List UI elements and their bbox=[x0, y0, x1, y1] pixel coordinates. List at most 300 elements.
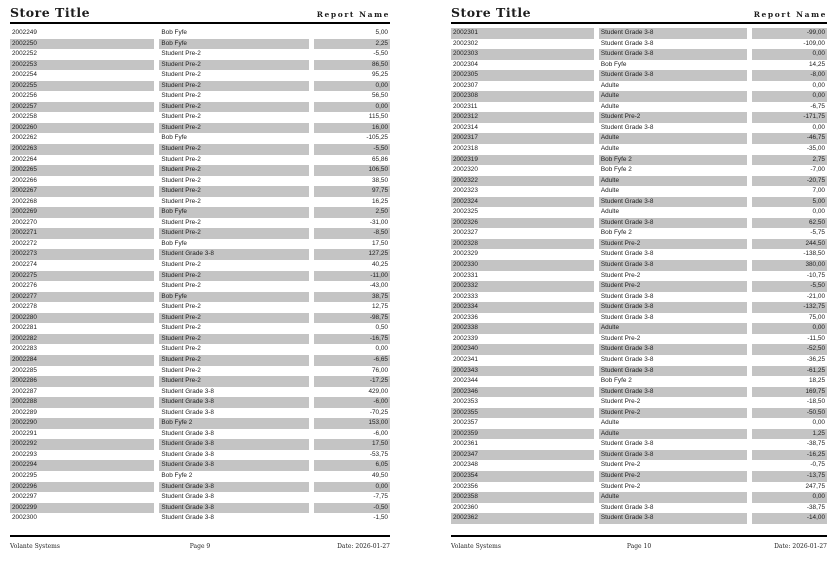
table-row bbox=[10, 281, 390, 292]
table-row bbox=[451, 70, 827, 81]
row-name: Student Pre-2 bbox=[161, 366, 201, 374]
row-name: Student Pre-2 bbox=[599, 239, 747, 250]
row-value: 65,86 bbox=[372, 155, 388, 163]
row-name: Student Grade 3-8 bbox=[161, 514, 214, 522]
table-row bbox=[10, 186, 390, 197]
table-row bbox=[451, 249, 827, 260]
row-value: 86,50 bbox=[314, 60, 390, 71]
row-value: -8,00 bbox=[752, 70, 827, 81]
row-value: 7,00 bbox=[812, 187, 825, 195]
row-value: 17,50 bbox=[372, 239, 388, 247]
row-name: Student Grade 3-8 bbox=[599, 387, 747, 398]
row-value: 127,25 bbox=[314, 249, 390, 260]
row-id: 2002277 bbox=[10, 292, 154, 303]
row-name: Student Grade 3-8 bbox=[600, 355, 654, 363]
row-value: 56,50 bbox=[372, 92, 388, 100]
row-name: Student Grade 3-8 bbox=[599, 260, 747, 271]
row-value: -50,50 bbox=[752, 408, 827, 419]
store-title: Store Title bbox=[451, 5, 532, 20]
row-name: Student Pre-2 bbox=[159, 271, 308, 282]
row-name: Bob Fyfe bbox=[161, 239, 187, 247]
row-id: 2002249 bbox=[12, 29, 37, 36]
table-row bbox=[10, 366, 390, 377]
row-id: 2002305 bbox=[451, 70, 594, 81]
row-value: 0,00 bbox=[314, 81, 390, 92]
row-name: Student Grade 3-8 bbox=[159, 503, 308, 514]
row-id: 2002254 bbox=[12, 71, 37, 79]
row-id: 2002317 bbox=[451, 133, 594, 144]
table-row bbox=[451, 218, 827, 229]
row-id: 2002297 bbox=[12, 493, 37, 501]
row-name: Student Pre-2 bbox=[599, 112, 747, 123]
row-name: Bob Fyfe bbox=[159, 292, 308, 303]
row-name: Adulte bbox=[599, 492, 747, 503]
row-name: Bob Fyfe 2 bbox=[159, 418, 308, 429]
row-id: 2002276 bbox=[12, 282, 37, 290]
row-name: Student Pre-2 bbox=[161, 71, 201, 79]
row-id: 2002284 bbox=[10, 355, 154, 366]
row-value: -14,00 bbox=[752, 513, 827, 524]
row-id: 2002362 bbox=[451, 513, 594, 524]
table-row bbox=[451, 28, 827, 39]
row-name: Student Pre-2 bbox=[161, 303, 201, 311]
row-id: 2002311 bbox=[453, 102, 478, 110]
row-name: Student Pre-2 bbox=[161, 345, 201, 353]
row-id: 2002340 bbox=[451, 344, 594, 355]
footer-date: Date: 2026-01-27 bbox=[774, 543, 827, 550]
table-row bbox=[10, 28, 390, 39]
row-value: 0,00 bbox=[314, 102, 390, 113]
table-row bbox=[10, 439, 390, 450]
row-name: Bob Fyfe 2 bbox=[599, 155, 747, 166]
row-id: 2002357 bbox=[453, 419, 478, 427]
row-value: 62,50 bbox=[752, 218, 827, 229]
row-value: 244,50 bbox=[752, 239, 827, 250]
row-value: 40,25 bbox=[372, 261, 388, 269]
row-id: 2002253 bbox=[10, 60, 154, 71]
row-name: Bob Fyfe bbox=[600, 60, 627, 68]
row-name: Student Pre-2 bbox=[161, 282, 201, 290]
table-row bbox=[451, 376, 827, 387]
row-id: 2002264 bbox=[12, 155, 37, 163]
table-row bbox=[10, 155, 390, 166]
table-row bbox=[451, 260, 827, 271]
table-row bbox=[10, 323, 390, 334]
row-id: 2002295 bbox=[12, 471, 37, 479]
row-value: -52,50 bbox=[752, 344, 827, 355]
row-id: 2002319 bbox=[451, 155, 594, 166]
row-value: 2,75 bbox=[752, 155, 827, 166]
row-name: Student Pre-2 bbox=[161, 92, 201, 100]
table-row bbox=[451, 302, 827, 313]
row-name: Student Grade 3-8 bbox=[161, 429, 214, 437]
row-id: 2002330 bbox=[451, 260, 594, 271]
row-id: 2002331 bbox=[453, 271, 478, 279]
table-row bbox=[451, 387, 827, 398]
page-header bbox=[10, 6, 390, 24]
row-value: 75,00 bbox=[809, 313, 825, 321]
row-id: 2002314 bbox=[453, 123, 478, 131]
row-id: 2002257 bbox=[10, 102, 154, 113]
row-id: 2002282 bbox=[10, 334, 154, 345]
row-id: 2002294 bbox=[10, 460, 154, 471]
row-value: 0,00 bbox=[812, 123, 825, 131]
row-id: 2002266 bbox=[12, 176, 37, 184]
row-id: 2002270 bbox=[12, 218, 37, 226]
footer-date: Date: 2026-01-27 bbox=[337, 543, 390, 550]
table-row bbox=[10, 144, 390, 155]
row-id: 2002267 bbox=[10, 186, 154, 197]
row-id: 2002255 bbox=[10, 81, 154, 92]
table-row bbox=[451, 513, 827, 524]
row-value: -11,50 bbox=[807, 334, 825, 342]
table-row bbox=[10, 376, 390, 387]
row-id: 2002293 bbox=[12, 450, 37, 458]
row-value: 115,50 bbox=[368, 113, 388, 121]
row-name: Student Grade 3-8 bbox=[600, 39, 654, 47]
row-id: 2002307 bbox=[453, 81, 478, 89]
row-name: Adulte bbox=[599, 323, 747, 334]
table-row bbox=[10, 49, 390, 60]
row-name: Student Grade 3-8 bbox=[159, 460, 308, 471]
table-row bbox=[451, 471, 827, 482]
row-name: Student Grade 3-8 bbox=[600, 440, 654, 448]
row-id: 2002328 bbox=[451, 239, 594, 250]
row-value: -13,75 bbox=[752, 471, 827, 482]
row-name: Bob Fyfe 2 bbox=[600, 229, 632, 237]
row-id: 2002333 bbox=[453, 292, 478, 300]
row-value: -36,25 bbox=[806, 355, 825, 363]
table-row bbox=[10, 344, 390, 355]
row-value: -105,25 bbox=[366, 134, 388, 142]
row-value: 38,75 bbox=[314, 292, 390, 303]
row-name: Student Grade 3-8 bbox=[600, 503, 654, 511]
row-value: -0,75 bbox=[810, 461, 825, 469]
row-id: 2002250 bbox=[10, 39, 154, 50]
row-value: -61,25 bbox=[752, 366, 827, 377]
row-value: -7,75 bbox=[373, 493, 388, 501]
row-id: 2002292 bbox=[10, 439, 154, 450]
table-row bbox=[451, 503, 827, 514]
table-row bbox=[10, 302, 390, 313]
row-name: Adulte bbox=[599, 176, 747, 187]
row-id: 2002326 bbox=[451, 218, 594, 229]
row-id: 2002268 bbox=[12, 197, 37, 205]
table-row bbox=[451, 207, 827, 218]
table-body bbox=[10, 28, 390, 524]
page-number: Page 9 bbox=[189, 543, 211, 550]
row-name: Adulte bbox=[599, 429, 747, 440]
table-body bbox=[451, 28, 827, 524]
table-row bbox=[451, 366, 827, 377]
row-id: 2002356 bbox=[453, 482, 478, 490]
row-value: -5,50 bbox=[314, 144, 390, 155]
row-name: Student Pre-2 bbox=[159, 334, 308, 345]
row-value: 6,05 bbox=[314, 460, 390, 471]
table-row bbox=[451, 397, 827, 408]
row-name: Student Pre-2 bbox=[159, 313, 308, 324]
row-id: 2002347 bbox=[451, 450, 594, 461]
row-id: 2002304 bbox=[453, 60, 478, 68]
row-id: 2002290 bbox=[10, 418, 154, 429]
row-value: 0,00 bbox=[752, 323, 827, 334]
row-value: -5,50 bbox=[373, 50, 388, 58]
row-name: Student Pre-2 bbox=[159, 355, 308, 366]
row-id: 2002265 bbox=[10, 165, 154, 176]
table-row bbox=[451, 492, 827, 503]
row-name: Student Grade 3-8 bbox=[599, 197, 747, 208]
row-name: Student Pre-2 bbox=[161, 261, 201, 269]
store-title: Store Title bbox=[10, 5, 91, 20]
row-id: 2002308 bbox=[451, 91, 594, 102]
footer-company: Volante Systems bbox=[10, 543, 60, 550]
row-id: 2002272 bbox=[12, 239, 37, 247]
report-name: Report Name bbox=[316, 10, 390, 19]
table-row bbox=[451, 39, 827, 50]
row-value: -31,00 bbox=[369, 218, 388, 226]
table-row bbox=[451, 460, 827, 471]
row-name: Student Pre-2 bbox=[599, 408, 747, 419]
row-name: Student Pre-2 bbox=[159, 102, 308, 113]
row-value: -16,75 bbox=[314, 334, 390, 345]
table-row bbox=[10, 133, 390, 144]
row-id: 2002302 bbox=[453, 39, 478, 47]
row-name: Student Grade 3-8 bbox=[161, 493, 214, 501]
row-name: Bob Fyfe bbox=[161, 29, 187, 36]
row-id: 2002325 bbox=[453, 208, 478, 216]
row-id: 2002359 bbox=[451, 429, 594, 440]
row-name: Student Pre-2 bbox=[159, 186, 308, 197]
row-name: Bob Fyfe bbox=[159, 39, 308, 50]
row-value: 95,25 bbox=[372, 71, 388, 79]
table-row bbox=[10, 176, 390, 187]
row-name: Student Pre-2 bbox=[600, 482, 641, 490]
row-name: Student Grade 3-8 bbox=[600, 313, 654, 321]
row-value: 380,00 bbox=[752, 260, 827, 271]
row-id: 2002269 bbox=[10, 207, 154, 218]
row-id: 2002361 bbox=[453, 440, 478, 448]
table-row bbox=[451, 334, 827, 345]
row-name: Student Pre-2 bbox=[159, 144, 308, 155]
row-value: 14,25 bbox=[809, 60, 825, 68]
table-row bbox=[10, 408, 390, 419]
row-name: Adulte bbox=[600, 102, 619, 110]
row-name: Adulte bbox=[599, 133, 747, 144]
table-row bbox=[10, 165, 390, 176]
row-id: 2002263 bbox=[10, 144, 154, 155]
row-id: 2002301 bbox=[451, 28, 594, 39]
row-value: -46,75 bbox=[752, 133, 827, 144]
row-name: Student Grade 3-8 bbox=[600, 123, 654, 131]
table-row bbox=[10, 292, 390, 303]
row-name: Bob Fyfe 2 bbox=[600, 377, 632, 385]
row-id: 2002358 bbox=[451, 492, 594, 503]
table-row bbox=[451, 144, 827, 155]
table-row bbox=[451, 355, 827, 366]
row-id: 2002343 bbox=[451, 366, 594, 377]
row-id: 2002338 bbox=[451, 323, 594, 334]
row-value: -35,00 bbox=[806, 145, 825, 153]
row-value: 169,75 bbox=[752, 387, 827, 398]
table-row bbox=[451, 292, 827, 303]
row-id: 2002286 bbox=[10, 376, 154, 387]
row-value: 16,00 bbox=[314, 123, 390, 134]
row-id: 2002280 bbox=[10, 313, 154, 324]
row-name: Student Pre-2 bbox=[600, 334, 641, 342]
row-id: 2002360 bbox=[453, 503, 478, 511]
row-name: Student Grade 3-8 bbox=[159, 482, 308, 493]
row-id: 2002353 bbox=[453, 398, 478, 406]
row-name: Bob Fyfe 2 bbox=[161, 471, 193, 479]
table-row bbox=[10, 418, 390, 429]
row-id: 2002275 bbox=[10, 271, 154, 282]
row-value: -5,75 bbox=[810, 229, 825, 237]
row-value: -18,50 bbox=[806, 398, 825, 406]
table-row bbox=[451, 186, 827, 197]
row-id: 2002344 bbox=[453, 377, 478, 385]
table-row bbox=[451, 271, 827, 282]
table-row bbox=[10, 218, 390, 229]
row-name: Student Pre-2 bbox=[161, 218, 201, 226]
table-row bbox=[451, 228, 827, 239]
table-row bbox=[10, 102, 390, 113]
row-id: 2002278 bbox=[12, 303, 37, 311]
row-id: 2002329 bbox=[453, 250, 478, 258]
row-id: 2002289 bbox=[12, 408, 37, 416]
table-row bbox=[10, 460, 390, 471]
table-row bbox=[10, 313, 390, 324]
table-row bbox=[10, 239, 390, 250]
table-row bbox=[451, 176, 827, 187]
table-row bbox=[451, 112, 827, 123]
row-value: 429,00 bbox=[368, 387, 388, 395]
table-row bbox=[10, 429, 390, 440]
row-name: Adulte bbox=[600, 145, 619, 153]
row-value: -0,50 bbox=[314, 503, 390, 514]
row-value: 2,50 bbox=[314, 207, 390, 218]
row-name: Student Pre-2 bbox=[159, 165, 308, 176]
table-row bbox=[10, 112, 390, 123]
table-row bbox=[10, 60, 390, 71]
row-value: -6,00 bbox=[314, 397, 390, 408]
table-row bbox=[451, 49, 827, 60]
table-row bbox=[10, 249, 390, 260]
row-value: -171,75 bbox=[752, 112, 827, 123]
row-name: Student Pre-2 bbox=[161, 155, 201, 163]
report-page bbox=[420, 0, 840, 564]
row-value: 0,00 bbox=[752, 492, 827, 503]
row-name: Student Grade 3-8 bbox=[599, 218, 747, 229]
row-name: Student Grade 3-8 bbox=[599, 450, 747, 461]
row-id: 2002355 bbox=[451, 408, 594, 419]
row-name: Student Grade 3-8 bbox=[599, 28, 747, 39]
row-name: Student Pre-2 bbox=[159, 376, 308, 387]
row-name: Student Grade 3-8 bbox=[161, 408, 214, 416]
table-row bbox=[451, 197, 827, 208]
table-row bbox=[451, 91, 827, 102]
row-id: 2002285 bbox=[12, 366, 37, 374]
row-name: Student Pre-2 bbox=[600, 398, 641, 406]
table-row bbox=[10, 482, 390, 493]
row-name: Student Grade 3-8 bbox=[161, 450, 214, 458]
table-row bbox=[451, 155, 827, 166]
table-row bbox=[451, 439, 827, 450]
row-id: 2002262 bbox=[12, 134, 37, 142]
page-footer bbox=[451, 535, 827, 550]
table-row bbox=[451, 323, 827, 334]
row-value: -53,75 bbox=[369, 450, 388, 458]
row-id: 2002339 bbox=[453, 334, 478, 342]
row-value: 76,00 bbox=[372, 366, 388, 374]
table-row bbox=[10, 81, 390, 92]
row-id: 2002312 bbox=[451, 112, 594, 123]
row-id: 2002252 bbox=[12, 50, 37, 58]
table-row bbox=[10, 70, 390, 81]
table-row bbox=[451, 482, 827, 493]
table-row bbox=[451, 123, 827, 134]
row-id: 2002288 bbox=[10, 397, 154, 408]
row-value: -7,00 bbox=[810, 166, 825, 174]
row-value: -109,00 bbox=[803, 39, 825, 47]
row-name: Student Pre-2 bbox=[600, 461, 641, 469]
row-name: Adulte bbox=[600, 187, 619, 195]
row-value: -132,75 bbox=[752, 302, 827, 313]
row-name: Student Grade 3-8 bbox=[600, 250, 654, 258]
row-value: -17,25 bbox=[314, 376, 390, 387]
table-row bbox=[451, 81, 827, 92]
table-row bbox=[10, 39, 390, 50]
row-value: 247,75 bbox=[805, 482, 825, 490]
table-row bbox=[10, 471, 390, 482]
row-name: Student Grade 3-8 bbox=[161, 387, 214, 395]
page-footer bbox=[10, 535, 390, 550]
row-name: Bob Fyfe bbox=[161, 134, 187, 142]
row-name: Bob Fyfe 2 bbox=[600, 166, 632, 174]
row-value: -10,75 bbox=[806, 271, 825, 279]
row-value: -43,00 bbox=[369, 282, 388, 290]
row-name: Student Grade 3-8 bbox=[599, 302, 747, 313]
table-row bbox=[10, 271, 390, 282]
table-row bbox=[10, 513, 390, 524]
row-name: Student Grade 3-8 bbox=[600, 292, 654, 300]
table-row bbox=[451, 450, 827, 461]
row-id: 2002354 bbox=[451, 471, 594, 482]
row-value: -5,50 bbox=[752, 281, 827, 292]
page-number: Page 10 bbox=[626, 543, 652, 550]
row-name: Student Grade 3-8 bbox=[159, 397, 308, 408]
row-value: -20,75 bbox=[752, 176, 827, 187]
table-row bbox=[451, 408, 827, 419]
table-row bbox=[10, 450, 390, 461]
table-row bbox=[10, 492, 390, 503]
row-value: 0,00 bbox=[314, 482, 390, 493]
row-id: 2002299 bbox=[10, 503, 154, 514]
table-row bbox=[451, 165, 827, 176]
row-id: 2002346 bbox=[451, 387, 594, 398]
row-value: 106,50 bbox=[314, 165, 390, 176]
row-value: -21,00 bbox=[806, 292, 825, 300]
row-id: 2002287 bbox=[12, 387, 37, 395]
row-value: 0,00 bbox=[375, 345, 388, 353]
table-row bbox=[10, 197, 390, 208]
table-row bbox=[451, 239, 827, 250]
row-id: 2002273 bbox=[10, 249, 154, 260]
table-row bbox=[451, 60, 827, 71]
table-row bbox=[10, 387, 390, 398]
row-value: 0,00 bbox=[752, 49, 827, 60]
row-id: 2002258 bbox=[12, 113, 37, 121]
row-name: Student Pre-2 bbox=[159, 81, 308, 92]
